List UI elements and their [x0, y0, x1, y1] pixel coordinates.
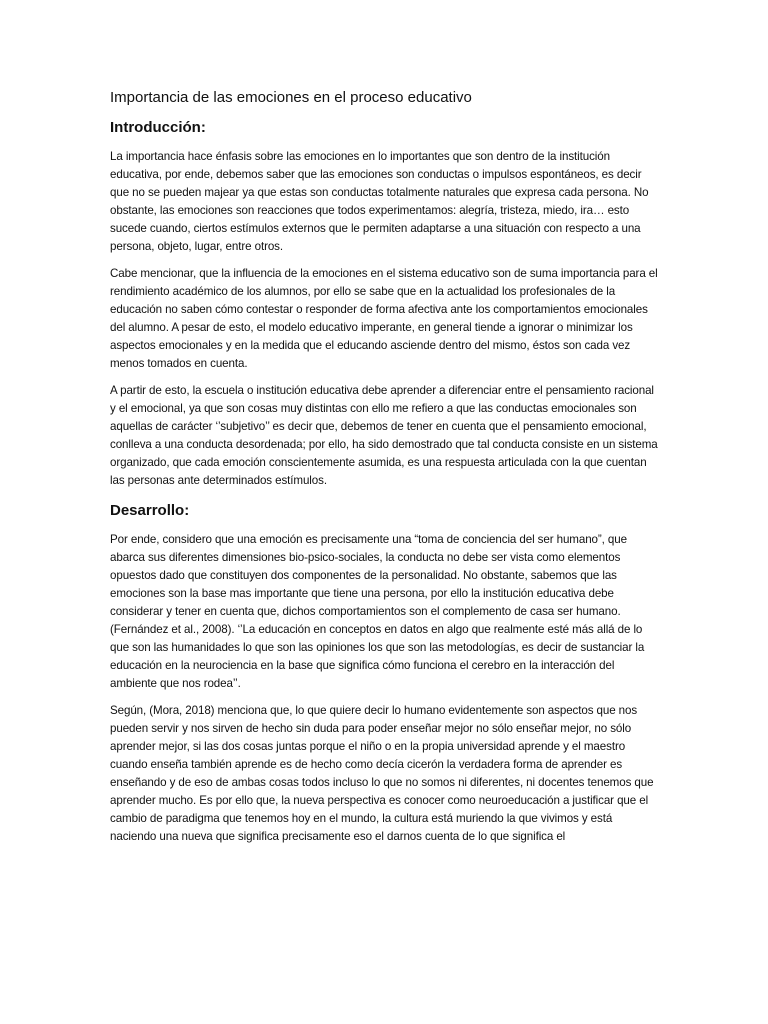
- paragraph-intro-3: A partir de esto, la escuela o institución educativa debe aprender a diferenciar entre el pensamiento racional y el emocional, ya que son cosas muy distintas con ello me refiero a que las conductas emocionales son aquellas de carácter ‘’subjetivo’’ es decir que, debemos de tener en cuenta que el pensamiento emocional, conlleva a una conducta desordenada; por ello, ha sido demostrado que tal conducta consiste en un sistema organizado, que cada emoción conscientemente asumida, es una respuesta articulada con la que cuentan las personas ante determinados estímulos.: [110, 384, 658, 487]
- section-heading-introduccion: Introducción:: [110, 119, 206, 136]
- paragraph-intro-2: Cabe mencionar, que la influencia de la emociones en el sistema educativo son de suma importancia para el rendimiento académico de los alumnos, por ello se sabe que en la actualidad los profesionales de la educación no saben cómo contestar o responder de forma afectiva ante los comportamientos emocionales del alumno. A pesar de esto, el modelo educativo imperante, en general tiende a ignorar o minimizar los aspectos emocionales y en la medida que el educando asciende dentro del mismo, éstos son cada vez menos tomados en cuenta.: [110, 267, 658, 370]
- paragraph-desarrollo-2: Según, (Mora, 2018) menciona que, lo que quiere decir lo humano evidentemente son aspectos que nos pueden servir y nos sirven de hecho sin duda para poder enseñar mejor no sólo enseñar mejor, no sólo aprender mejor, si las dos cosas juntas porque el niño o en la propia universidad aprende y el maestro cuando enseña también aprende es de hecho como decía cicerón la verdadera forma de aprender es enseñando y de eso de ambas cosas todos incluso lo que no somos ni diferentes, ni docentes tenemos que aprender mucho. Es por ello que, la nueva perspectiva es conocer como neuroeducación a justificar que el cambio de paradigma que tenemos hoy en el mundo, la cultura está muriendo la que vivimos y está naciendo una nueva que significa precisamente eso el darnos cuenta de lo que significa el: [110, 704, 654, 843]
- paragraph-desarrollo-1: Por ende, considero que una emoción es precisamente una “toma de conciencia del ser humano”, que abarca sus diferentes dimensiones bio-psico-sociales, la conducta no debe ser vista como elementos opuestos dado que constituyen dos componentes de la personalidad. No obstante, sabemos que las emociones son la base mas importante que tiene una persona, por ello la institución educativa debe considerar y tener en cuenta que, dichos comportamientos son el complemento de casa ser humano.(Fernández et al., 2008). ‘’La educación en conceptos en datos en algo que realmente esté más allá de lo que son las humanidades lo que son las opiniones los que son las metodologías, es decir de sustanciar la educación en la neurociencia en la base que significa cómo funciona el cerebro en la interacción del ambiente que nos rodea’’.: [110, 533, 645, 690]
- paragraph-intro-1: La importancia hace énfasis sobre las emociones en lo importantes que son dentro de la institución educativa, por ende, debemos saber que las emociones son conductas o impulsos espontáneos, es decir que no se pueden majear ya que estas son conductas totalmente naturales que expresa cada persona. No obstante, las emociones son reacciones que todos experimentamos: alegría, tristeza, miedo, ira… esto sucede cuando, ciertos estímulos externos que le permiten adaptarse a una situación con respecto a una persona, objeto, lugar, entre otros.: [110, 150, 649, 253]
- document-title: Importancia de las emociones en el proceso educativo: [110, 89, 472, 106]
- section-heading-desarrollo: Desarrollo:: [110, 502, 190, 519]
- document-page: [110, 88, 658, 855]
